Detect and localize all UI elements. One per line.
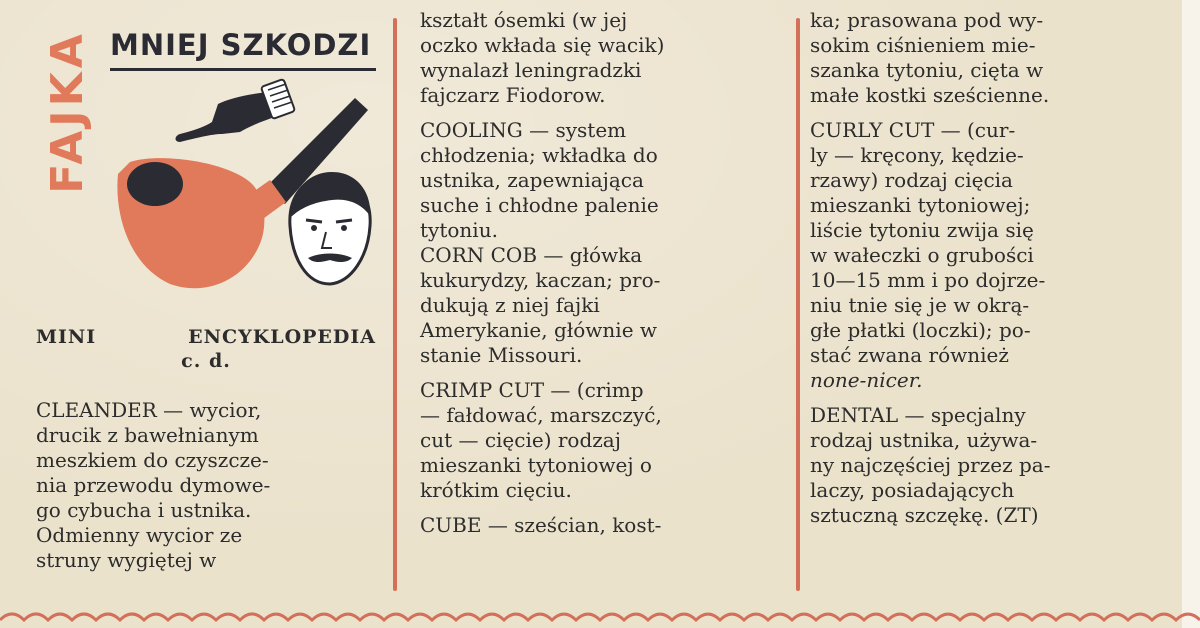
line: rodzaj ustnika, używa- (810, 428, 1038, 452)
line: — fałdować, marszczyć, (420, 403, 662, 427)
line: niu tnie się je w okrą- (810, 293, 1030, 317)
scalloped-border (0, 606, 1200, 628)
line: oczko wkłada się wacik) (420, 33, 665, 57)
entry-dental: DENTAL — specjalny (810, 403, 1026, 427)
section-heading-continued: c. d. (181, 350, 231, 372)
page-edge (1182, 0, 1200, 628)
line: cut — cięcie) rodzaj (420, 428, 621, 452)
line: suche i chłodne palenie (420, 193, 659, 217)
line: 10—15 mm i po dojrze- (810, 268, 1046, 292)
section-heading (36, 326, 376, 372)
line: szanka tytoniu, cięta w (810, 58, 1044, 82)
line: krótkim cięciu. (420, 478, 572, 502)
line: Amerykanie, głównie w (420, 318, 658, 342)
line: meszkiem do czyszcze- (36, 448, 269, 472)
line: fajczarz Fiodorow. (420, 83, 606, 107)
line: CLEANDER — wycior, (36, 398, 262, 422)
line: ly — kręcony, kędzie- (810, 143, 1024, 167)
column-divider (393, 18, 397, 591)
line-italic: none-nicer. (810, 368, 923, 392)
line: chłodzenia; wkładka do (420, 143, 658, 167)
line: stać zwana również (810, 343, 1009, 367)
line: dukują z niej fajki (420, 293, 600, 317)
line: ny najczęściej przez pa- (810, 453, 1051, 477)
line: wynalazł leningradzki (420, 58, 642, 82)
section-heading-left: MINI (36, 326, 97, 348)
line: kształt ósemki (w jej (420, 8, 628, 32)
line: Odmienny wycior ze (36, 523, 243, 547)
vertical-logo-text: FAJKA (42, 30, 93, 194)
entry-corn-cob: CORN COB — główka (420, 243, 643, 267)
line: rzawy) rodzaj cięcia (810, 168, 1013, 192)
line: nia przewodu dymowe- (36, 473, 271, 497)
line: głe płatki (loczki); po- (810, 318, 1031, 342)
line: ka; prasowana pod wy- (810, 8, 1044, 32)
line: małe kostki sześcienne. (810, 83, 1050, 107)
text-column-3 (810, 8, 1148, 528)
entry-curly-cut: CURLY CUT — (cur- (810, 118, 1016, 142)
column-divider (796, 18, 800, 591)
vertical-logo (38, 22, 98, 202)
line: sztuczną szczękę. (ZT) (810, 503, 1039, 527)
column-title: MNIEJ SZKODZI (110, 28, 372, 62)
entry-cube: CUBE — sześcian, kost- (420, 513, 662, 537)
line: mieszanki tytoniowej; (810, 193, 1031, 217)
line: mieszanki tytoniowej o (420, 453, 652, 477)
text-column-2 (420, 8, 760, 538)
line: liście tytoniu zwija się (810, 218, 1034, 242)
pipe-illustration (100, 76, 390, 306)
title-underline (110, 68, 376, 71)
line: laczy, posiadających (810, 478, 1015, 502)
entry-crimp-cut: CRIMP CUT — (crimp (420, 378, 644, 402)
line: struny wygiętej w (36, 548, 217, 572)
man-face-icon (290, 172, 370, 284)
line: kukurydzy, kaczan; pro- (420, 268, 661, 292)
entry-cooling: COOLING — system (420, 118, 627, 142)
line: w wałeczki o grubości (810, 243, 1034, 267)
line: go cybucha i ustnika. (36, 498, 252, 522)
section-heading-right: ENCYKLOPEDIA (188, 326, 376, 348)
line: sokim ciśnieniem mie- (810, 33, 1036, 57)
line: drucik z bawełnianym (36, 423, 259, 447)
line: tytoniu. (420, 218, 498, 242)
text-column-1 (36, 398, 376, 573)
line: ustnika, zapewniająca (420, 168, 644, 192)
pointing-hand-icon (176, 79, 296, 142)
line: stanie Missouri. (420, 343, 583, 367)
